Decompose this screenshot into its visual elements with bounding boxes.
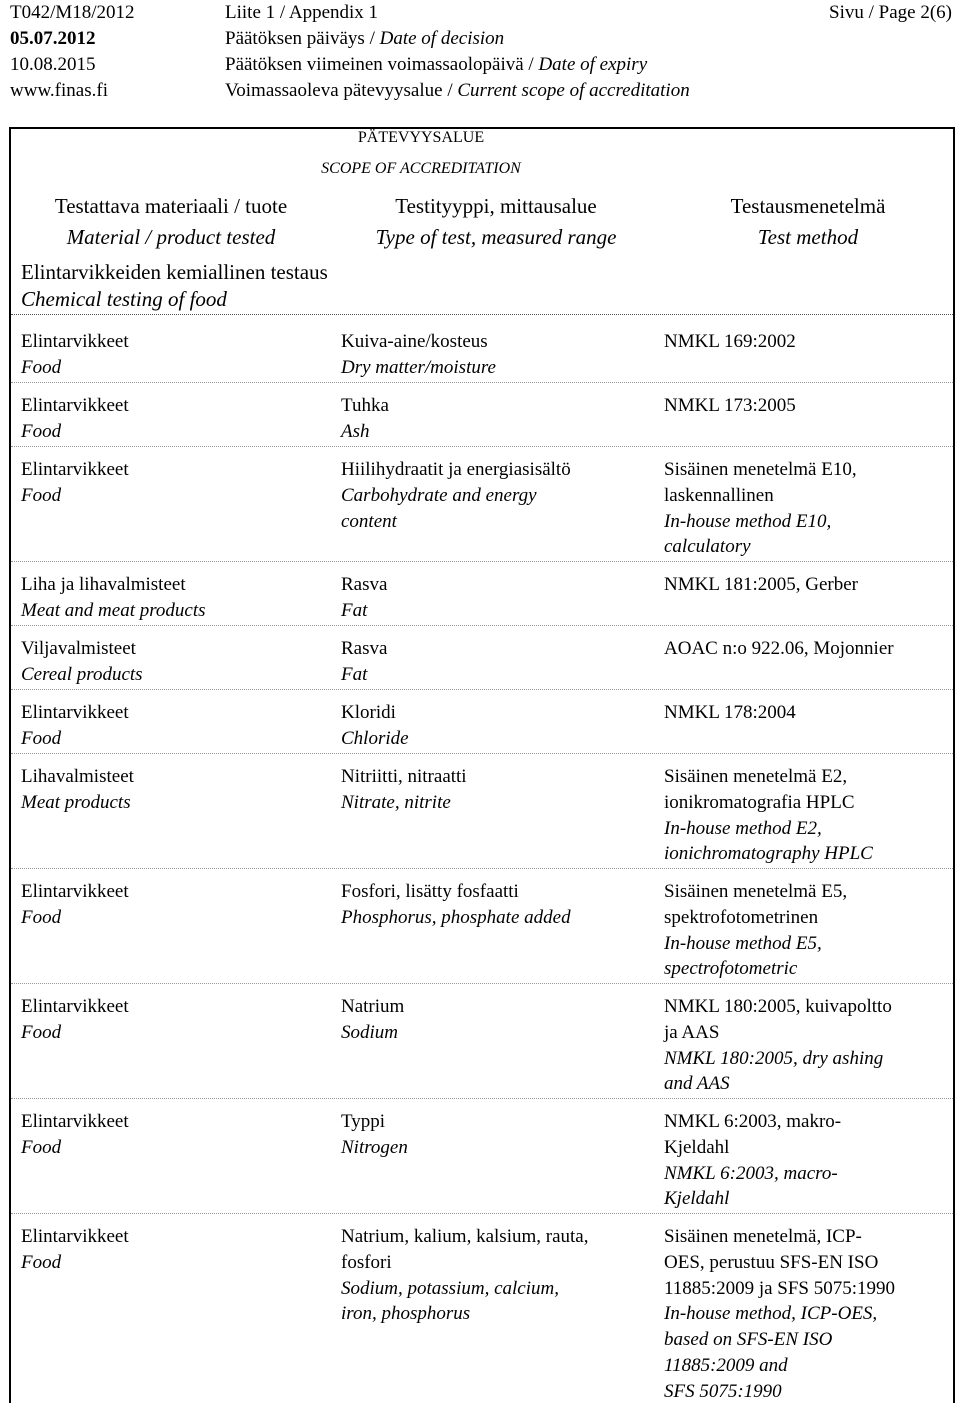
test-line: Carbohydrate and energy xyxy=(341,484,537,506)
method-line: spectrofotometric xyxy=(664,958,798,980)
material-line: Food xyxy=(21,484,62,506)
table-row xyxy=(11,690,953,754)
test-line: content xyxy=(341,510,397,532)
table-row xyxy=(11,447,953,562)
test-line: iron, phosphorus xyxy=(341,1303,471,1325)
table-row xyxy=(11,383,953,447)
method-cell xyxy=(664,636,948,662)
material-line: Food xyxy=(21,727,62,749)
column-header-test-method: Testausmenetelmä Test method xyxy=(730,194,886,249)
table-row xyxy=(11,869,953,984)
material-cell xyxy=(21,1224,321,1276)
test-cell xyxy=(341,1224,641,1327)
test-line: Natrium, kalium, kalsium, rauta, xyxy=(341,1226,589,1247)
column-header-test-type: Testityyppi, mittausalue Type of test, measured range xyxy=(375,194,617,249)
method-line: spektrofotometrinen xyxy=(664,906,819,928)
method-line: In-house method E10, xyxy=(664,510,832,532)
material-cell xyxy=(21,764,321,816)
decision-date-label: Päätöksen päiväys / Date of decision xyxy=(225,28,505,49)
method-line: calculatory xyxy=(664,536,751,558)
test-cell xyxy=(341,457,641,534)
method-line: AOAC n:o 922.06, Mojonnier xyxy=(664,638,894,659)
material-cell xyxy=(21,1109,321,1161)
table-row xyxy=(11,754,953,869)
material-line: Elintarvikkeet xyxy=(21,1111,129,1132)
method-line: NMKL 181:2005, Gerber xyxy=(664,574,859,595)
material-line: Elintarvikkeet xyxy=(21,702,129,723)
material-line: Meat and meat products xyxy=(21,599,206,621)
method-line: NMKL 180:2005, dry ashing xyxy=(664,1047,884,1069)
test-line: Fat xyxy=(341,663,368,685)
test-line: Chloride xyxy=(341,727,409,749)
method-line: Sisäinen menetelmä E10, xyxy=(664,459,857,480)
table-row xyxy=(11,1099,953,1214)
method-line: ionikromatografia HPLC xyxy=(664,791,855,813)
test-line: Dry matter/moisture xyxy=(341,356,496,378)
test-line: Nitrate, nitrite xyxy=(341,791,451,813)
test-line: Nitrogen xyxy=(341,1136,408,1158)
test-line: Nitriitti, nitraatti xyxy=(341,766,467,787)
test-cell xyxy=(341,636,641,688)
test-line: Fat xyxy=(341,599,368,621)
column-header-material: Testattava materiaali / tuote Material / product tested xyxy=(54,194,288,249)
method-line: based on SFS-EN ISO xyxy=(664,1329,833,1351)
material-line: Food xyxy=(21,356,62,378)
material-line: Viljavalmisteet xyxy=(21,638,136,659)
material-line: Cereal products xyxy=(21,663,143,685)
scope-label: Voimassaoleva pätevyysalue / Current scope of accreditation xyxy=(225,80,690,101)
material-cell xyxy=(21,572,321,624)
material-cell xyxy=(21,393,321,445)
appendix-label: Liite 1 / Appendix 1 xyxy=(225,2,379,23)
scope-title-fi: PÄTEVYYSALUE xyxy=(357,129,485,146)
table-row xyxy=(11,319,953,383)
method-cell xyxy=(664,393,948,419)
method-line: In-house method E2, xyxy=(664,817,822,839)
section-heading: Elintarvikkeiden kemiallinen testaus Chemical testing of food xyxy=(21,260,328,311)
method-cell xyxy=(664,329,948,355)
material-cell xyxy=(21,329,321,381)
table-row xyxy=(11,984,953,1099)
test-line: Rasva xyxy=(341,638,388,659)
test-cell xyxy=(341,329,641,381)
method-cell xyxy=(664,764,948,867)
material-line: Elintarvikkeet xyxy=(21,331,129,352)
material-line: Elintarvikkeet xyxy=(21,996,129,1017)
method-cell xyxy=(664,1109,948,1212)
material-cell xyxy=(21,994,321,1046)
method-cell xyxy=(664,572,948,598)
material-cell xyxy=(21,636,321,688)
method-line: Sisäinen menetelmä, ICP- xyxy=(664,1226,862,1247)
test-line: Kuiva-aine/kosteus xyxy=(341,331,488,352)
method-line: NMKL 173:2005 xyxy=(664,395,796,416)
method-line: NMKL 6:2003, makro- xyxy=(664,1111,842,1132)
material-cell xyxy=(21,700,321,752)
material-line: Elintarvikkeet xyxy=(21,459,129,480)
method-line: In-house method, ICP-OES, xyxy=(664,1303,878,1325)
test-line: Typpi xyxy=(341,1111,386,1132)
method-line: ionichromatography HPLC xyxy=(664,843,873,865)
method-line: Sisäinen menetelmä E2, xyxy=(664,766,848,787)
method-cell xyxy=(664,457,948,560)
method-line: NMKL 180:2005, kuivapoltto xyxy=(664,996,892,1017)
material-line: Elintarvikkeet xyxy=(21,1226,129,1247)
method-line: In-house method E5, xyxy=(664,932,822,954)
method-line: Kjeldahl xyxy=(664,1136,730,1158)
test-line: Fosfori, lisätty fosfaatti xyxy=(341,881,519,902)
test-line: Natrium xyxy=(341,996,405,1017)
material-line: Food xyxy=(21,1021,62,1043)
method-line: Sisäinen menetelmä E5, xyxy=(664,881,848,902)
method-line: OES, perustuu SFS-EN ISO xyxy=(664,1251,879,1273)
material-cell xyxy=(21,879,321,931)
test-cell xyxy=(341,1109,641,1161)
method-line: NMKL 6:2003, macro- xyxy=(664,1162,838,1184)
decision-date: 05.07.2012 xyxy=(10,28,96,49)
test-line: fosfori xyxy=(341,1251,392,1273)
material-line: Liha ja lihavalmisteet xyxy=(21,574,186,595)
test-line: Kloridi xyxy=(341,702,396,723)
page-number: Sivu / Page 2(6) xyxy=(829,2,952,23)
test-cell xyxy=(341,393,641,445)
test-cell xyxy=(341,994,641,1046)
test-line: Sodium, potassium, calcium, xyxy=(341,1277,559,1299)
accreditation-table xyxy=(9,127,955,1403)
expiry-label: Päätöksen viimeinen voimassaolopäivä / Date of expiry xyxy=(225,54,648,75)
test-line: Hiilihydraatit ja energiasisältö xyxy=(341,459,571,480)
material-line: Elintarvikkeet xyxy=(21,881,129,902)
table-body xyxy=(11,319,953,1404)
test-cell xyxy=(341,572,641,624)
scope-title-en: SCOPE OF ACCREDITATION xyxy=(321,160,521,177)
page-header xyxy=(10,0,960,104)
material-line: Lihavalmisteet xyxy=(21,766,134,787)
method-line: and AAS xyxy=(664,1073,730,1095)
document-id: T042/M18/2012 xyxy=(10,2,135,23)
method-line: SFS 5075:1990 xyxy=(664,1380,782,1402)
test-line: Phosphorus, phosphate added xyxy=(341,906,571,928)
table-row xyxy=(11,1214,953,1404)
material-line: Elintarvikkeet xyxy=(21,395,129,416)
material-cell xyxy=(21,457,321,509)
table-row xyxy=(11,562,953,626)
method-line: NMKL 169:2002 xyxy=(664,331,796,352)
website-link[interactable]: www.finas.fi xyxy=(10,80,108,101)
material-line: Meat products xyxy=(21,791,131,813)
method-line: ja AAS xyxy=(664,1021,720,1043)
test-line: Sodium xyxy=(341,1021,398,1043)
expiry-date: 10.08.2015 xyxy=(10,54,96,75)
material-line: Food xyxy=(21,1136,62,1158)
method-cell xyxy=(664,879,948,982)
method-cell xyxy=(664,700,948,726)
material-line: Food xyxy=(21,906,62,928)
table-row xyxy=(11,626,953,690)
method-line: laskennallinen xyxy=(664,484,774,506)
section-divider xyxy=(11,314,953,315)
material-line: Food xyxy=(21,420,62,442)
test-line: Rasva xyxy=(341,574,388,595)
material-line: Food xyxy=(21,1251,62,1273)
method-cell xyxy=(664,994,948,1097)
method-line: 11885:2009 ja SFS 5075:1990 xyxy=(664,1277,896,1299)
test-cell xyxy=(341,764,641,816)
test-cell xyxy=(341,879,641,931)
test-line: Ash xyxy=(341,420,370,442)
method-cell xyxy=(664,1224,948,1405)
method-line: NMKL 178:2004 xyxy=(664,702,796,723)
test-cell xyxy=(341,700,641,752)
method-line: 11885:2009 and xyxy=(664,1354,788,1376)
test-line: Tuhka xyxy=(341,395,389,416)
method-line: Kjeldahl xyxy=(664,1188,730,1210)
